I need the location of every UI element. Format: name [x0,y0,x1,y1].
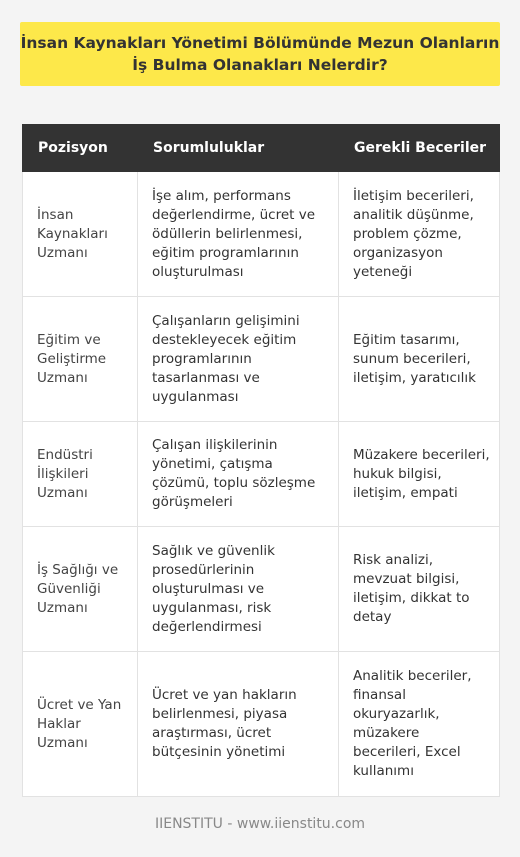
cell-skills: Analitik beceriler, finansal okuryazarlık, müzakere becerileri, Excel kullanımı [339,652,500,797]
cell-skills: Müzakere becerileri, hukuk bilgisi, iletişim, empati [339,422,500,527]
cell-responsibilities: İşe alım, performans değerlendirme, ücret ve ödüllerin belirlenmesi, eğitim programlarının oluşturulması [138,172,339,297]
cell-position: Ücret ve Yan Haklar Uzmanı [23,652,138,797]
cell-responsibilities: Çalışanların gelişimini destekleyecek eğitim programlarının tasarlanması ve uygulanması [138,297,339,422]
table-row [23,422,500,527]
cell-responsibilities: Çalışan ilişkilerinin yönetimi, çatışma çözümü, toplu sözleşme görüşmeleri [138,422,339,527]
cell-skills: Risk analizi, mevzuat bilgisi, iletişim, dikkat to detay [339,527,500,652]
header-responsibilities: Sorumluluklar [138,125,339,172]
table-row [23,652,500,797]
cell-position: İş Sağlığı ve Güvenliği Uzmanı [23,527,138,652]
cell-position: Endüstri İlişkileri Uzmanı [23,422,138,527]
table-row [23,527,500,652]
cell-responsibilities: Ücret ve yan hakların belirlenmesi, piyasa araştırması, ücret bütçesinin yönetimi [138,652,339,797]
header-skills: Gerekli Beceriler [339,125,500,172]
header-position: Pozisyon [23,125,138,172]
title-line-1: İnsan Kaynakları Yönetimi Bölümünde Mezun Olanların [20,34,500,52]
title-line-2: İş Bulma Olanakları Nelerdir? [132,56,388,74]
cell-responsibilities: Sağlık ve güvenlik prosedürlerinin oluşturulması ve uygulanması, risk değerlendirmesi [138,527,339,652]
table-row [23,172,500,297]
table-header-row [23,125,500,172]
page-title [20,22,500,86]
footer-credit: IIENSTITU - www.iienstitu.com [154,816,366,832]
cell-position: İnsan Kaynakları Uzmanı [23,172,138,297]
cell-skills: Eğitim tasarımı, sunum becerileri, iletişim, yaratıcılık [339,297,500,422]
career-table [22,124,500,797]
cell-position: Eğitim ve Geliştirme Uzmanı [23,297,138,422]
table-row [23,297,500,422]
cell-skills: İletişim becerileri, analitik düşünme, problem çözme, organizasyon yeteneği [339,172,500,297]
